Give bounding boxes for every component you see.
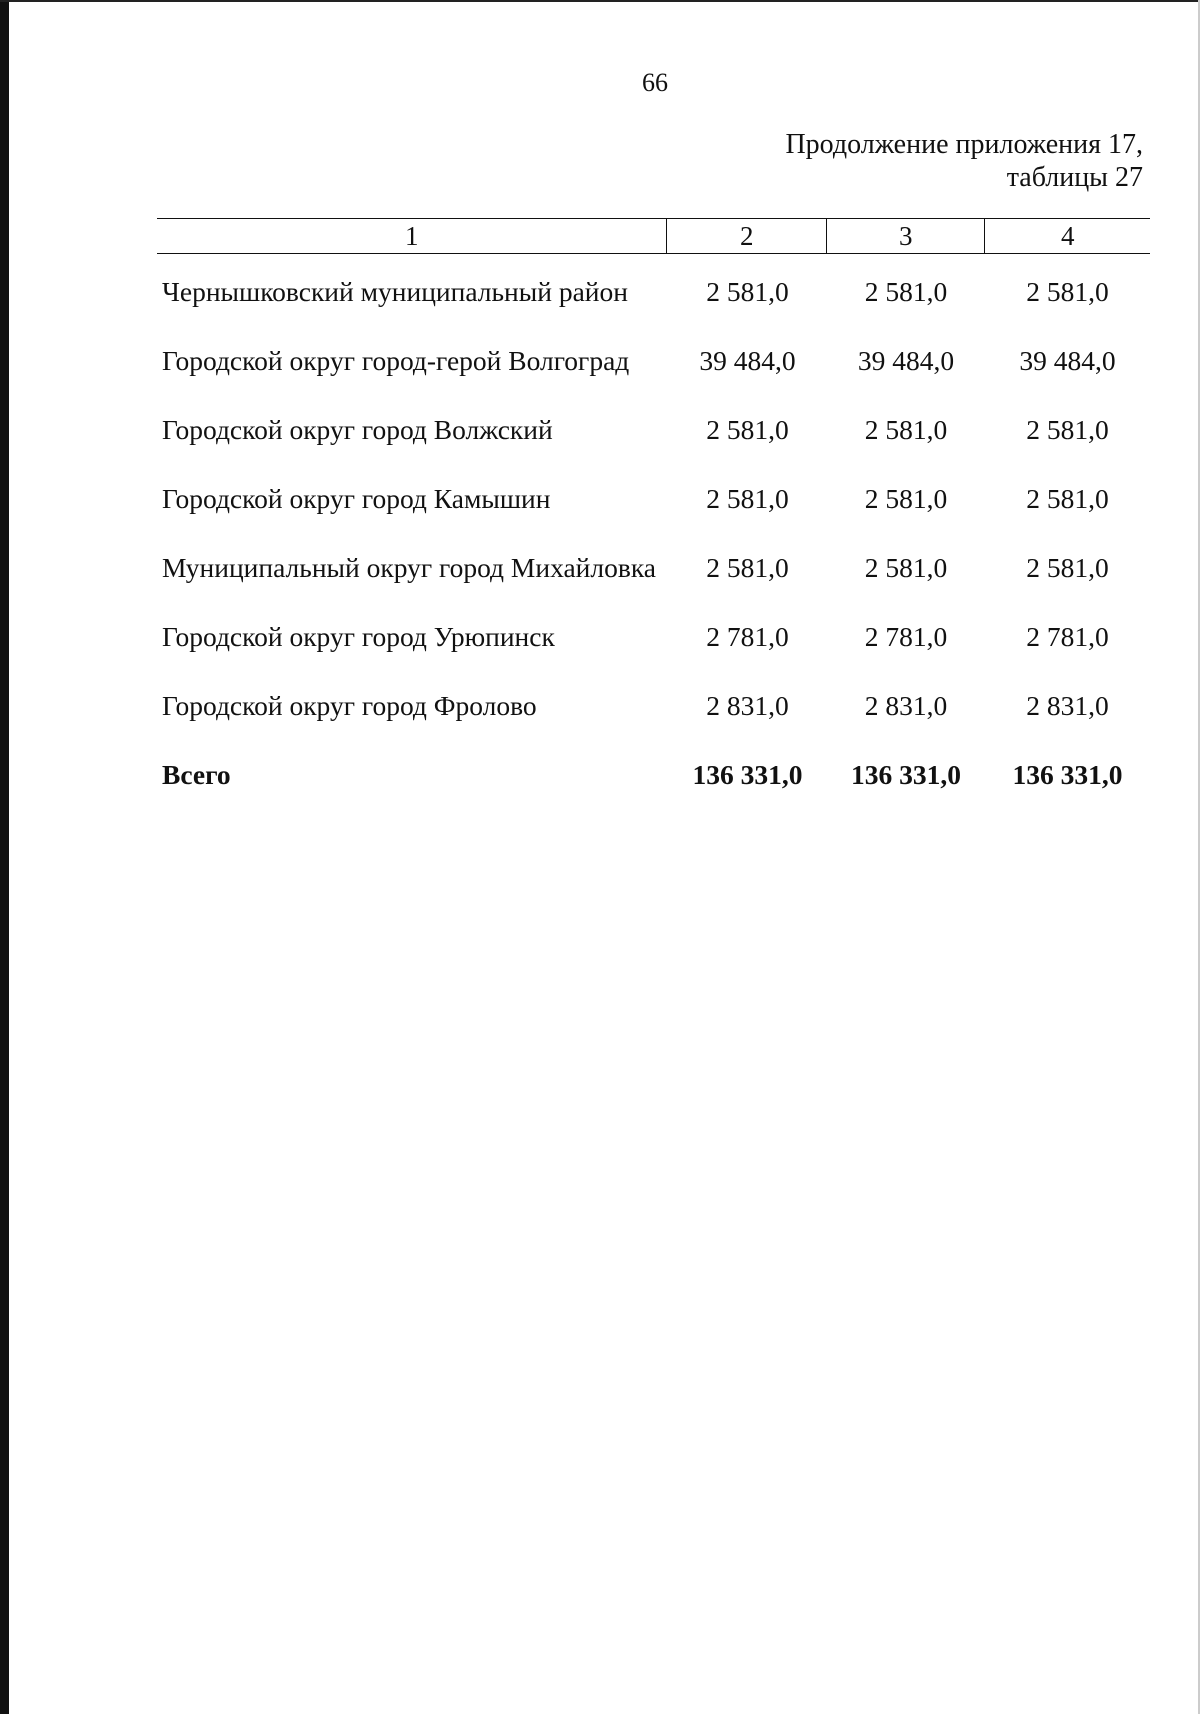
- allocation-table: [157, 218, 1150, 828]
- row-value-col-4: 2 581,0: [1026, 414, 1109, 445]
- row-value-col-3: 39 484,0: [857, 345, 955, 376]
- page-number: 66: [642, 68, 668, 97]
- row-value-col-2: 39 484,0: [699, 345, 796, 376]
- header-col-3: 3: [826, 219, 985, 253]
- row-value-col-2: 2 831,0: [706, 690, 789, 721]
- row-value-col-3: 2 581,0: [864, 276, 948, 307]
- total-label: Всего: [162, 759, 231, 790]
- row-name: Городской округ город Волжский: [162, 414, 553, 445]
- row-name: Городской округ город Камышин: [162, 483, 551, 514]
- continuation-note: [785, 128, 1143, 194]
- scan-edge-left: [0, 0, 9, 1714]
- row-name: Городской округ город Урюпинск: [162, 621, 555, 652]
- row-name: Чернышковский муниципальный район: [162, 276, 628, 307]
- row-value-col-2: 2 581,0: [706, 552, 789, 583]
- row-value-col-2: 2 581,0: [706, 414, 789, 445]
- row-name: Муниципальный округ город Михайловка: [162, 552, 657, 583]
- continuation-line-2: таблицы 27: [1006, 162, 1143, 193]
- table-total-row: [157, 759, 1150, 791]
- row-value-col-3: 2 581,0: [864, 414, 948, 445]
- table-row: [157, 276, 1150, 308]
- row-value-col-4: 39 484,0: [1019, 345, 1116, 376]
- table-header: [157, 218, 1150, 254]
- row-value-col-2: 2 781,0: [706, 621, 789, 652]
- row-value-col-4: 2 781,0: [1026, 621, 1109, 652]
- header-col-4: 4: [984, 219, 1150, 253]
- total-value-col-3: 136 331,0: [851, 759, 961, 790]
- row-value-col-4: 2 581,0: [1026, 483, 1109, 514]
- row-value-col-3: 2 581,0: [864, 552, 948, 583]
- table-row: [157, 552, 1150, 584]
- row-value-col-2: 2 581,0: [706, 483, 789, 514]
- row-value-col-4: 2 581,0: [1026, 276, 1109, 307]
- row-value-col-3: 2 581,0: [864, 483, 948, 514]
- scan-edge-top: [0, 0, 1200, 2]
- row-value-col-3: 2 781,0: [864, 621, 948, 652]
- row-name: Городской округ город Фролово: [162, 690, 537, 721]
- row-value-col-2: 2 581,0: [706, 276, 789, 307]
- table-row: [157, 690, 1150, 722]
- row-value-col-4: 2 581,0: [1026, 552, 1109, 583]
- table-body: [157, 254, 1150, 791]
- total-value-col-4: 136 331,0: [1012, 759, 1123, 790]
- table-row: [157, 414, 1150, 446]
- table-row: [157, 345, 1150, 377]
- row-name: Городской округ город-герой Волгоград: [162, 345, 630, 376]
- total-value-col-2: 136 331,0: [692, 759, 803, 790]
- continuation-line-1: Продолжение приложения 17,: [785, 129, 1143, 160]
- table-row: [157, 483, 1150, 515]
- row-value-col-4: 2 831,0: [1026, 690, 1109, 721]
- row-value-col-3: 2 831,0: [864, 690, 948, 721]
- header-col-1: 1: [404, 221, 419, 251]
- table-row: [157, 621, 1150, 653]
- header-col-2: 2: [666, 219, 826, 253]
